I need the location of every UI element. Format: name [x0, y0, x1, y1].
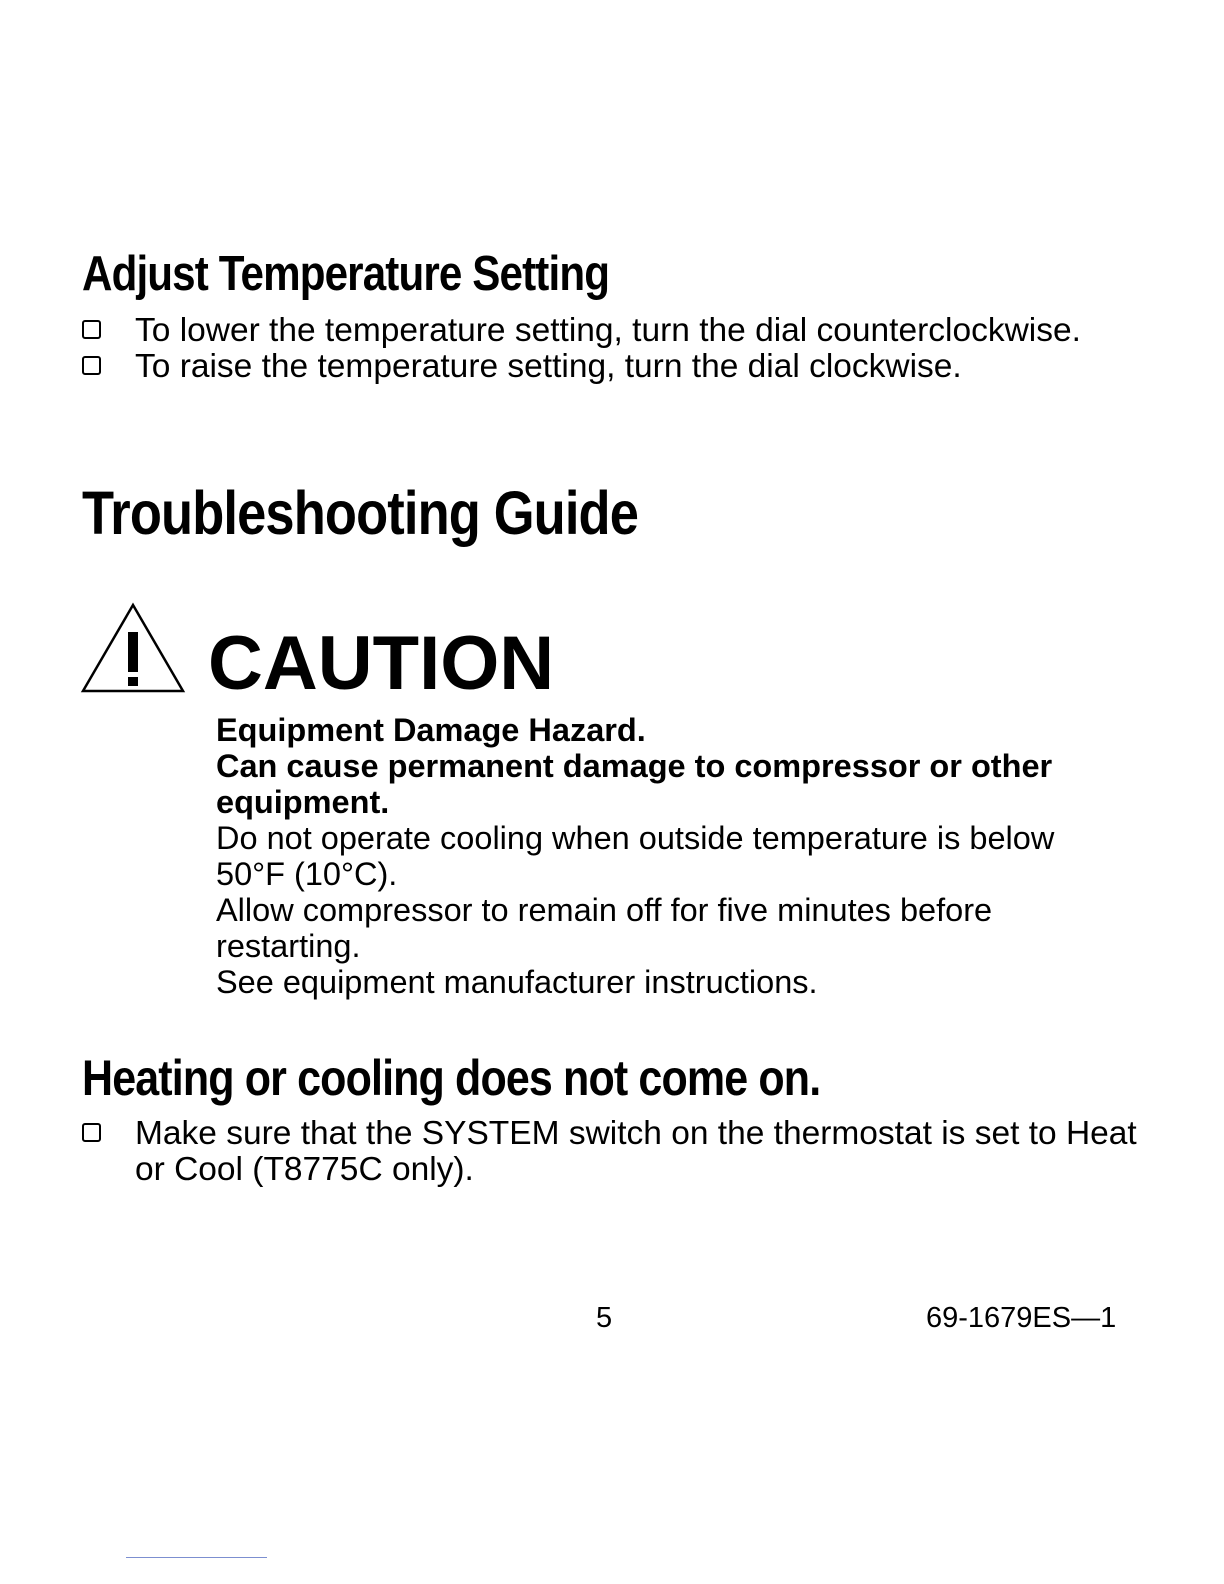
- checkbox-icon: [82, 1123, 101, 1142]
- warning-triangle-icon: [80, 602, 186, 694]
- list-item: [82, 349, 1082, 385]
- footer-divider: [126, 1557, 267, 1558]
- caution-hazard-title: Equipment Damage Hazard.: [216, 712, 646, 748]
- caution-instruction: Do not operate cooling when outside temperature is below 50°F (10°C).: [216, 820, 1055, 892]
- caution-label: CAUTION: [208, 621, 555, 706]
- list-item-text: To lower the temperature setting, turn the dial counterclockwise.: [135, 312, 1081, 349]
- caution-instruction: Allow compressor to remain off for five minutes before restarting.: [216, 892, 993, 964]
- list-item: [82, 1116, 1162, 1188]
- checkbox-icon: [82, 356, 101, 375]
- list-item-text: To raise the temperature setting, turn the dial clockwise.: [135, 348, 962, 385]
- caution-hazard-consequence: Can cause permanent damage to compressor or other equipment.: [216, 748, 1053, 820]
- page-number: 5: [596, 1302, 613, 1334]
- list-item: [82, 313, 1082, 349]
- list-item-text: Make sure that the SYSTEM switch on the thermostat is set to Heat or Cool (T8775C only).: [135, 1115, 1137, 1188]
- caution-body: [216, 712, 1116, 1000]
- caution-instruction: See equipment manufacturer instructions.: [216, 964, 818, 1000]
- adjust-temperature-heading: Adjust Temperature Setting: [82, 247, 610, 301]
- heating-cooling-heading: Heating or cooling does not come on.: [82, 1050, 821, 1106]
- checkbox-icon: [82, 320, 101, 339]
- adjust-temperature-list: [82, 313, 1082, 385]
- troubleshooting-guide-heading: Troubleshooting Guide: [82, 479, 639, 547]
- document-code: 69-1679ES—1: [926, 1302, 1117, 1334]
- heating-cooling-list: [82, 1116, 1162, 1188]
